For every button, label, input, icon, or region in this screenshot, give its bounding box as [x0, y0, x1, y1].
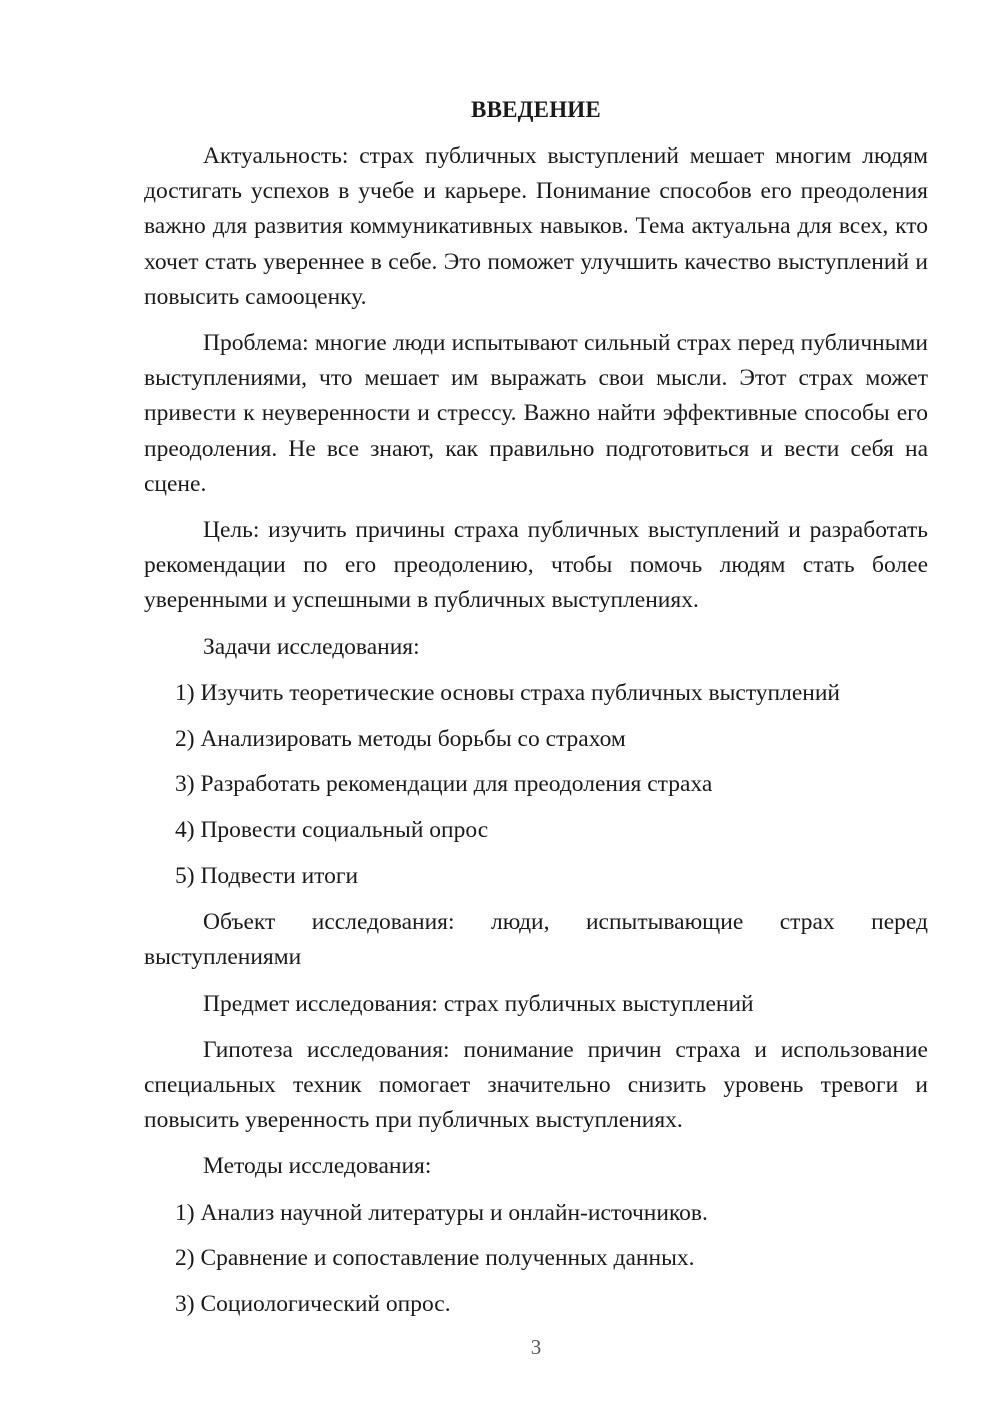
relevance-paragraph: Актуальность: страх публичных выступлений мешает многим людям достигать успехов в учебе и карьере. Понимание способов его преодоления важно для развития коммуникативных навыков. Тема актуальна для всех, кто хочет стать увереннее в себе. Это поможет улучшить качество выступлений и повысить самооценку.: [144, 143, 928, 310]
hypothesis-paragraph: Гипотеза исследования: понимание причин страха и использование специальных техник помогает значительно снизить уровень тревоги и повысить уверенность при публичных выступлениях.: [144, 1036, 928, 1134]
object-paragraph: Объект исследования: люди, испытывающие страх перед выступлениями: [144, 909, 928, 971]
list-item: 4) Провести социальный опрос: [175, 817, 489, 844]
page-body: [144, 92, 928, 1333]
list-item: 5) Подвести итоги: [175, 863, 359, 890]
tasks-list: [144, 676, 928, 894]
list-item: 3) Социологический опрос.: [175, 1291, 451, 1318]
list-item: 1) Анализ научной литературы и онлайн-источников.: [175, 1199, 708, 1226]
tasks-heading: Задачи исследования:: [203, 633, 420, 660]
methods-heading: Методы исследования:: [203, 1153, 432, 1180]
subject-paragraph: Предмет исследования: страх публичных выступлений: [203, 990, 754, 1017]
methods-list: [144, 1196, 928, 1323]
problem-paragraph: Проблема: многие люди испытывают сильный страх перед публичными выступлениями, что мешает им выражать свои мысли. Этот страх может привести к неуверенности и стрессу. Важно найти эффективные способы его преодоления. Не все знают, как правильно подготовиться и вести себя на сцене.: [144, 330, 928, 497]
goal-paragraph: Цель: изучить причины страха публичных выступлений и разработать рекомендации по его преодолению, чтобы помочь людям стать более уверенными и успешными в публичных выступлениях.: [144, 517, 928, 614]
page-number: 3: [530, 1335, 542, 1359]
page-title: ВВЕДЕНИЕ: [471, 97, 601, 122]
list-item: 1) Изучить теоретические основы страха публичных выступлений: [175, 679, 841, 706]
list-item: 3) Разработать рекомендации для преодоления страха: [175, 771, 713, 798]
list-item: 2) Анализировать методы борьбы со страхом: [175, 725, 626, 752]
list-item: 2) Сравнение и сопоставление полученных данных.: [175, 1245, 695, 1272]
